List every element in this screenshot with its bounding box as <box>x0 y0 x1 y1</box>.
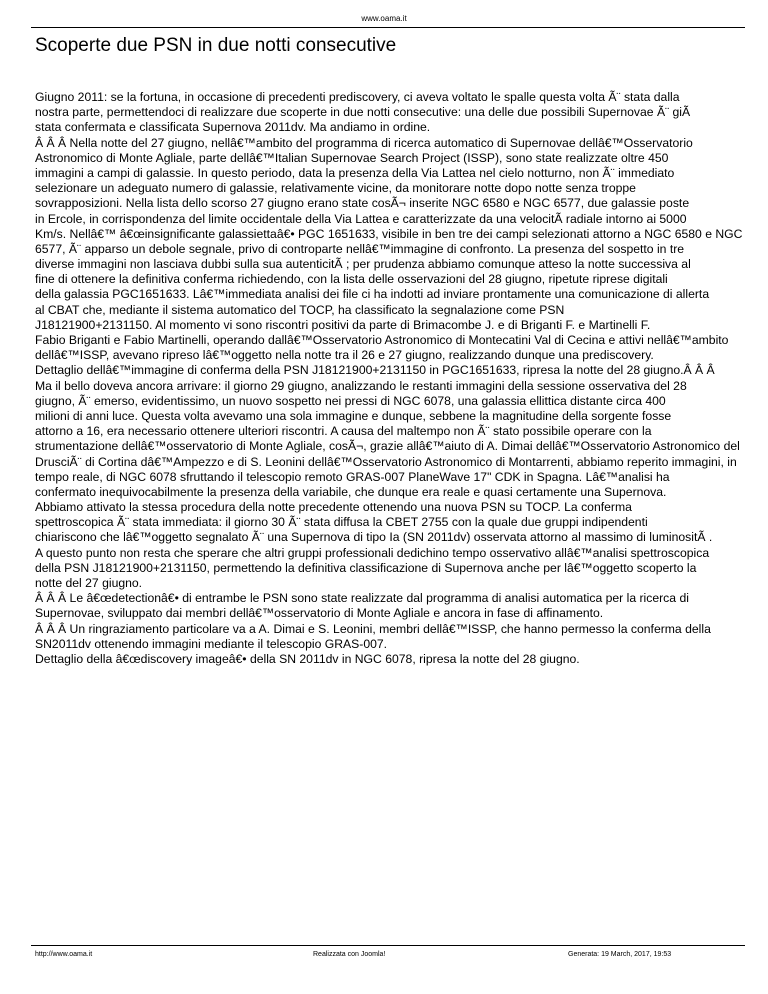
footer-generated-date: Generata: 19 March, 2017, 19:53 <box>568 951 672 958</box>
footer-divider <box>31 945 745 946</box>
article-line: Dettaglio dellâ€™immagine di conferma della PSN J18121900+2131150 in PGC1651633, ripresa la notte del 28 giugno.Â Â Â <box>35 363 715 378</box>
article-line: Astronomico di Monte Agliale, parte dellâ€™Italian Supernovae Search Project (ISSP), sono state realizzate oltre 450 <box>35 150 669 165</box>
article-body <box>35 90 768 667</box>
article-line: diverse immagini non lasciava dubbi sulla sua autenticitÃ ; per prudenza abbiamo comunque atteso la notte successiva al <box>35 257 691 272</box>
article-line: A questo punto non resta che sperare che altri gruppi professionali dedichino tempo osservativo allâ€™analisi spettroscopica <box>35 545 710 560</box>
article-line: tempo reale, di NGC 6078 sfruttando il telescopio remoto GRAS-007 PlaneWave 17" CDK in Spagna. Lâ€™analisi ha <box>35 469 670 484</box>
article-line: J18121900+2131150. Al momento vi sono riscontri positivi da parte di Brimacombe J. e di Briganti F. e Martinelli F. <box>35 317 651 332</box>
site-url-header[interactable]: www.oama.it <box>361 14 407 23</box>
article-line: Ma il bello doveva ancora arrivare: il giorno 29 giugno, analizzando le restanti immagini della sessione osservativa del 28 <box>35 378 687 393</box>
article-line: milioni di anni luce. Questa volta avevamo una sola immagine e dunque, sebbene la magnitudine della sorgente fosse <box>35 408 672 423</box>
article-line: Â Â Â Un ringraziamento particolare va a A. Dimai e S. Leonini, membri dellâ€™ISSP, che hanno permesso la conferma della <box>35 621 711 636</box>
article-line: immagini a campi di galassie. In questo periodo, data la presenza della Via Lattea nel cielo notturno, non Ã¨ immediato <box>35 165 675 180</box>
article-line: Supernovae, sviluppato dai membri dellâ€™osservatorio di Monte Agliale e ancora in fase di affinamento. <box>35 606 604 621</box>
article-line: attorno a 16, era necessario ottenere ulteriori riscontri. A causa del maltempo non Ã¨ stato possibile operare con la <box>35 424 652 439</box>
header-divider <box>31 27 745 28</box>
article-line: Km/s. Nellâ€™ â€œinsignificante galassiettaâ€• PGC 1651633, visibile in ben tre dei campi selezionati attorno a NGC 6580 e NGC <box>35 226 743 241</box>
article-line: SN2011dv ottenendo immagini mediante il telescopio GRAS-007. <box>35 636 388 651</box>
article-line: della galassia PGC1651633. Lâ€™immediata analisi dei file ci ha indotti ad inviare prontamente una comunicazione di allerta <box>35 287 710 302</box>
article-line: chiariscono che lâ€™oggetto segnalato Ã¨ una Supernova di tipo Ia (SN 2011dv) osservata attorno al massimo di luminositÃ . <box>35 530 713 545</box>
article-line: DrusciÃ¨ di Cortina dâ€™Ampezzo e di S. Leonini dellâ€™Osservatorio Astronomico di Montarrenti, abbiamo reperito immagini, in <box>35 454 737 469</box>
article-line: dellâ€™ISSP, avevano ripreso lâ€™oggetto nella notte tra il 26 e 27 giugno, realizzando dunque una prediscovery. <box>35 348 654 363</box>
article-line: nostra parte, permettendoci di realizzare due scoperte in due notti consecutive: una delle due possibili Supernovae Ã¨ giÃ <box>35 105 691 120</box>
footer-credit: Realizzata con Joomla! <box>313 951 386 958</box>
article-line: al CBAT che, mediante il sistema automatico del TOCP, ha classificato la segnalazione come PSN <box>35 302 565 317</box>
article-line: stata confermata e classificata Supernova 2011dv. Ma andiamo in ordine. <box>35 120 431 135</box>
page-title: Scoperte due PSN in due notti consecutive <box>35 35 397 56</box>
article-line: giugno, Ã¨ emerso, evidentissimo, un nuovo sospetto nei pressi di NGC 6078, una galassia ellittica distante circa 400 <box>35 393 666 408</box>
article-line: Â Â Â Le â€œdetectionâ€• di entrambe le PSN sono state realizzate dal programma di analisi automatica per la ricerca di <box>35 591 689 606</box>
article-line: spettroscopica Ã¨ stata immediata: il giorno 30 Ã¨ stata diffusa la CBET 2755 con la quale due gruppi indipendenti <box>35 515 648 530</box>
article-line: sovrapposizioni. Nella lista dello scorso 27 giugno erano state cosÃ¬ inserite NGC 6580 e NGC 6577, due galassie poste <box>35 196 690 211</box>
article-line: confermato inequivocabilmente la presenza della variabile, che dunque era reale e quasi certamente una Supernova. <box>35 484 667 499</box>
article-line: Â Â Â Nella notte del 27 giugno, nellâ€™ambito del programma di ricerca automatico di Supernovae dellâ€™Osservatorio <box>35 135 693 150</box>
article-line: notte del 27 giugno. <box>35 576 143 590</box>
article-line: selezionare un adeguato numero di galassie, relativamente vicine, da monitorare notte dopo notte senza troppe <box>35 181 636 196</box>
footer-url-link[interactable]: http://www.oama.it <box>35 951 93 958</box>
article-line: strumentazione dellâ€™osservatorio di Monte Agliale, cosÃ¬, grazie allâ€™aiuto di A. Dimai dellâ€™Osservatorio Astronomico del <box>35 439 740 454</box>
article-line: fine di ottenere la definitiva conferma richiedendo, con la lista delle osservazioni del 28 giugno, ripetute riprese digitali <box>35 272 668 287</box>
article-line: Abbiamo attivato la stessa procedura della notte precedente ottenendo una nuova PSN su TOCP. La conferma <box>35 500 632 515</box>
article-line: 6577, Ã¨ apparso un debole segnale, privo di controparte nellâ€™immagine di confronto. La presenza del sospetto in tre <box>35 241 685 256</box>
article-line: in Ercole, in corrispondenza del limite occidentale della Via Lattea e caratterizzate da una velocitÃ radiale intorno ai 5000 <box>35 211 687 226</box>
article-line: Dettaglio della â€œdiscovery imageâ€• della SN 2011dv in NGC 6078, ripresa la notte del 28 giugno. <box>35 651 580 666</box>
article-line: Giugno 2011: se la fortuna, in occasione di precedenti prediscovery, ci aveva voltato le spalle questa volta Ã¨ stata dalla <box>35 90 680 104</box>
article-line: Fabio Briganti e Fabio Martinelli, operando dallâ€™Osservatorio Astronomico di Montecatini Val di Cecina e attivi nellâ€™ambito <box>35 333 729 347</box>
article-line: della PSN J18121900+2131150, permettendo la definitiva classificazione di Supernova anche per lâ€™oggetto scoperto la <box>35 560 697 575</box>
